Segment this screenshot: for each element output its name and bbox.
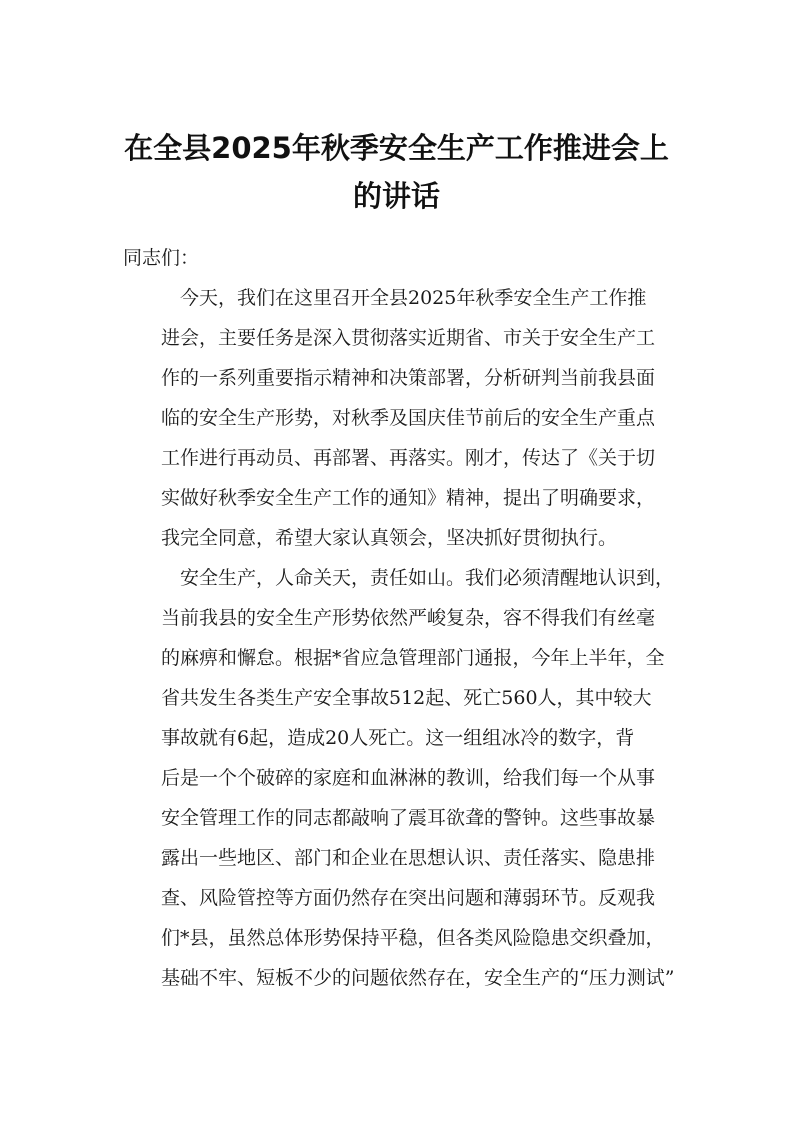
paragraph-line: 后是一个个破碎的家庭和血淋淋的教训，给我们每一个从事: [161, 767, 656, 789]
paragraph-line: 临的安全生产形势，对秋季及国庆佳节前后的安全生产重点: [161, 407, 656, 429]
document-title-line-2: 的讲话: [352, 179, 440, 213]
paragraph-1: [123, 278, 683, 558]
document-body: [123, 238, 683, 998]
paragraph-line: 我完全同意，希望大家认真领会，坚决抓好贯彻执行。: [161, 527, 618, 549]
paragraph-line: 基础不牢、短板不少的问题依然存在，安全生产的“压力测试”: [161, 967, 675, 989]
paragraph-line: 工作进行再动员、再部署、再落实。刚才，传达了《关于切: [161, 447, 656, 469]
paragraph-line: 们*县，虽然总体形势保持平稳，但各类风险隐患交织叠加，: [161, 927, 665, 949]
paragraph-line: 实做好秋季安全生产工作的通知》精神，提出了明确要求，: [161, 487, 656, 509]
paragraph-line: 今天，我们在这里召开全县2025年秋季安全生产工作推: [180, 287, 647, 309]
paragraph-line: 查、风险管控等方面仍然存在突出问题和薄弱环节。反观我: [161, 887, 656, 909]
paragraph-line: 安全生产，人命关天，责任如山。我们必须清醒地认识到，: [180, 567, 675, 589]
paragraph-line: 的麻痹和懈怠。根据*省应急管理部门通报，今年上半年，全: [161, 647, 665, 669]
paragraph-2: [123, 558, 683, 998]
paragraph-line: 作的一系列重要指示精神和决策部署，分析研判当前我县面: [161, 367, 656, 389]
paragraph-line: 事故就有6起，造成20人死亡。这一组组冰冷的数字，背: [161, 727, 635, 749]
salutation: 同志们：: [123, 247, 200, 269]
paragraph-line: 省共发生各类生产安全事故512起、死亡560人，其中较大: [161, 687, 652, 709]
paragraph-line: 露出一些地区、部门和企业在思想认识、责任落实、隐患排: [161, 847, 656, 869]
paragraph-line: 安全管理工作的同志都敲响了震耳欲聋的警钟。这些事故暴: [161, 807, 656, 829]
document-title-line-1: 在全县2025年秋季安全生产工作推进会上: [124, 131, 669, 165]
paragraph-line: 进会，主要任务是深入贯彻落实近期省、市关于安全生产工: [161, 327, 656, 349]
paragraph-line: 当前我县的安全生产形势依然严峻复杂，容不得我们有丝毫: [161, 607, 656, 629]
